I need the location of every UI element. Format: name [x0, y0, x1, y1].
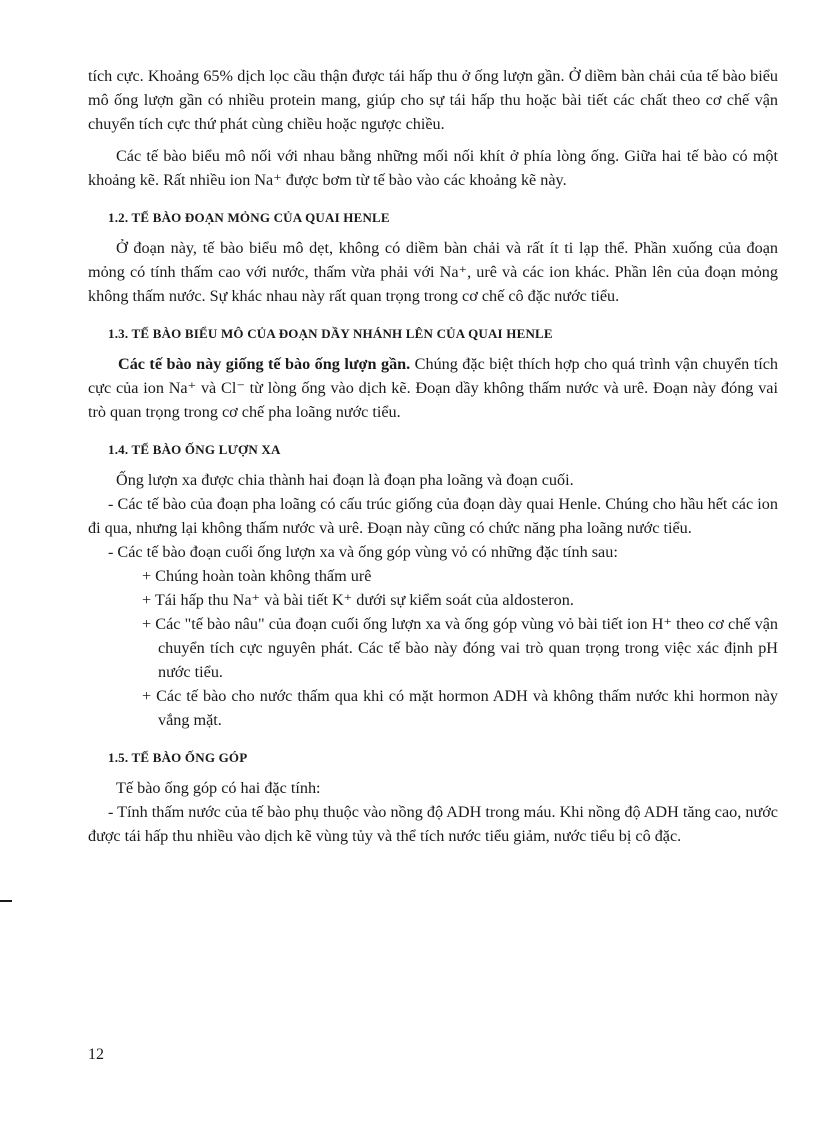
section-heading-1-4: 1.4. TẾ BÀO ỐNG LƯỢN XA [108, 442, 281, 457]
section-1-2-paragraph: Ở đoạn này, tế bào biểu mô dẹt, không có diềm bàn chải và rất ít ti lạp thể. Phần xuống của đoạn mỏng có tính thấm cao với nước, thấm vừa phải với Na⁺, urê và các ion khác. Phần lên của đoạn mỏng không thấm nước. Sự khác nhau này rất quan trọng trong cơ chế cô đặc nước tiểu. [88, 239, 778, 305]
section-1-3-bold-lead: Các tế bào này giống tế bào ống lượn gần. [118, 355, 411, 373]
section-1-5-paragraph-1: Tế bào ống góp có hai đặc tính: [116, 779, 321, 797]
section-1-4-paragraph-2: - Các tế bào của đoạn pha loãng có cấu trúc giống của đoạn dày quai Henle. Chúng cho hầu hết các ion đi qua, nhưng lại không thấm nước và urê. Đoạn này cũng có chức năng pha loãng nước tiểu. [88, 495, 778, 537]
margin-mark [0, 900, 12, 902]
section-heading-1-5: 1.5. TẾ BÀO ỐNG GÓP [108, 750, 248, 765]
page-number: 12 [88, 1046, 104, 1063]
section-1-4-paragraph-1: Ống lượn xa được chia thành hai đoạn là đoạn pha loãng và đoạn cuối. [116, 471, 574, 489]
section-1-4-paragraph-3: - Các tế bào đoạn cuối ống lượn xa và ống góp vùng vỏ có những đặc tính sau: [108, 543, 618, 561]
section-heading-1-3: 1.3. TẾ BÀO BIỂU MÔ CỦA ĐOẠN DẦY NHÁNH LÊN CỦA QUAI HENLE [108, 326, 553, 341]
section-1-4-bullet-2: + Tái hấp thu Na⁺ và bài tiết K⁺ dưới sự kiểm soát của aldosteron. [142, 591, 574, 609]
page-content [88, 64, 778, 848]
intro-paragraph-1: tích cực. Khoảng 65% dịch lọc cầu thận được tái hấp thu ở ống lượn gần. Ở diềm bàn chải của tế bào biểu mô ống lượn gần có nhiều protein mang, giúp cho sự tái hấp thu hoặc bài tiết các chất theo cơ chế vận chuyển tích cực thứ phát cùng chiều hoặc ngược chiều. [88, 67, 778, 133]
section-1-3-text: Chúng đặc biệt thích hợp cho quá trình vận chuyển tích cực của ion Na⁺ và Cl⁻ từ lòng ống vào dịch kẽ. Đoạn dầy không thấm nước và urê. Đoạn này đóng vai trò quan trọng trong cơ chế pha loãng nước tiểu. [88, 355, 779, 421]
section-1-4-bullet-1: + Chúng hoàn toàn không thấm urê [142, 567, 372, 585]
intro-paragraph-2: Các tế bào biểu mô nối với nhau bằng những mối nối khít ở phía lòng ống. Giữa hai tế bào có một khoảng kẽ. Rất nhiều ion Na⁺ được bơm từ tế bào vào các khoảng kẽ này. [88, 147, 778, 189]
section-1-4-bullet-3: + Các "tế bào nâu" của đoạn cuối ống lượn xa và ống góp vùng vỏ bài tiết ion H⁺ theo cơ chế vận chuyển tích cực nguyên phát. Các tế bào này đóng vai trò quan trọng trong việc xác định pH nước tiểu. [142, 615, 778, 681]
section-heading-1-2: 1.2. TẾ BÀO ĐOẠN MỎNG CỦA QUAI HENLE [108, 210, 390, 225]
section-1-5-paragraph-2: - Tính thấm nước của tế bào phụ thuộc vào nồng độ ADH trong máu. Khi nồng độ ADH tăng cao, nước được tái hấp thu nhiều vào dịch kẽ vùng tủy và thể tích nước tiểu giảm, nước tiểu bị cô đặc. [88, 803, 778, 845]
section-1-3-paragraph [88, 352, 778, 424]
section-1-4-bullet-4: + Các tế bào cho nước thấm qua khi có mặt hormon ADH và không thấm nước khi hormon này vắng mặt. [142, 687, 778, 729]
